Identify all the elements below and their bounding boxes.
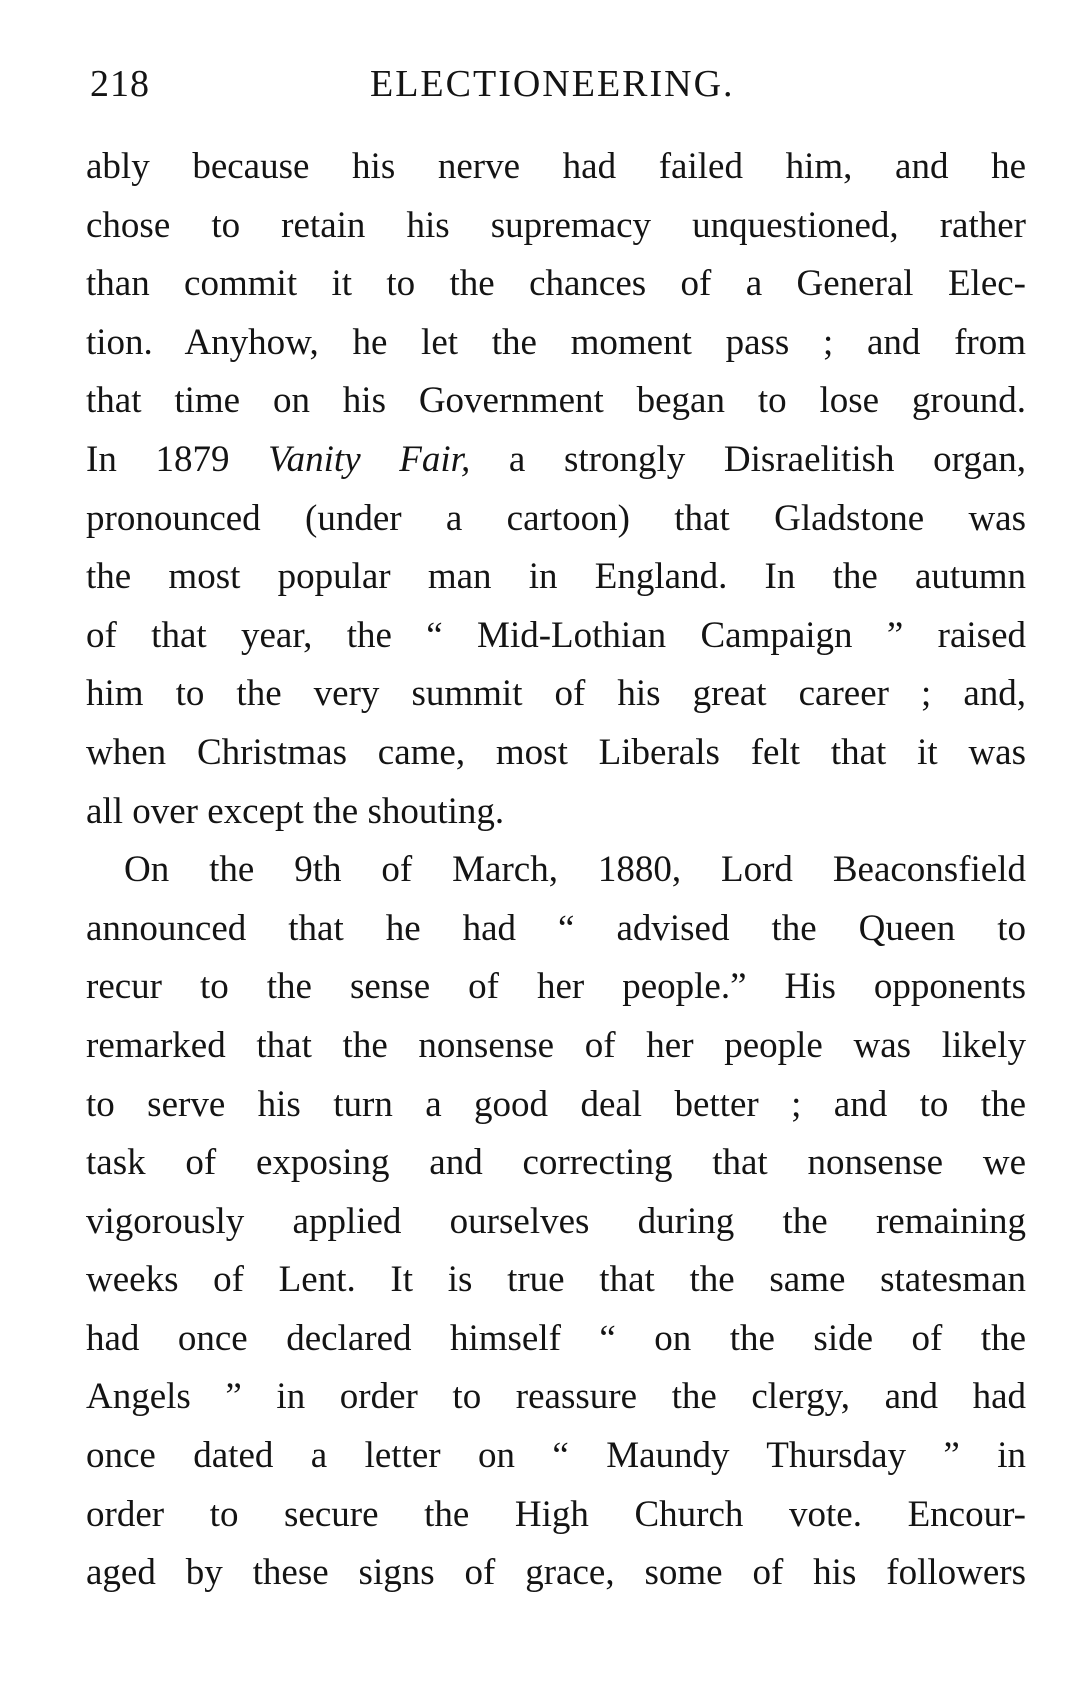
text-line: than commit it to the chances of a General Elec- (86, 263, 1026, 305)
text-line: task of exposing and correcting that nonsense we (86, 1142, 1026, 1184)
text-line: chose to retain his supremacy unquestioned, rather (86, 204, 1026, 246)
text-line: that time on his Government began to lose ground. (86, 380, 1026, 422)
text-line: order to secure the High Church vote. Encour- (86, 1493, 1026, 1535)
text-line: to serve his turn a good deal better ; and to the (86, 1083, 1026, 1125)
page-header (90, 62, 1030, 122)
text-line: tion. Anyhow, he let the moment pass ; and from (86, 321, 1026, 363)
text-line: Angels ” in order to reassure the clergy, and had (86, 1376, 1026, 1418)
running-head: ELECTIONEERING. (370, 63, 735, 105)
publication-title: Vanity Fair, (268, 438, 471, 480)
text-line: recur to the sense of her people.” His opponents (86, 966, 1026, 1008)
text-line: of that year, the “ Mid-Lothian Campaign ” raised (86, 614, 1026, 656)
page-number: 218 (90, 63, 150, 105)
text-line: aged by these signs of grace, some of his followers (86, 1552, 1026, 1594)
text-line: had once declared himself “ on the side of the (86, 1317, 1026, 1359)
text-line: pronounced (under a cartoon) that Gladstone was (86, 497, 1026, 539)
text-fragment: a strongly Disraelitish organ, (508, 438, 1026, 480)
text-line: when Christmas came, most Liberals felt that it was (86, 731, 1026, 773)
text-line: once dated a letter on “ Maundy Thursday ” in (86, 1435, 1026, 1477)
text-line: remarked that the nonsense of her people was likely (86, 1024, 1026, 1066)
body-text (86, 138, 1026, 1603)
text-line: him to the very summit of his great career ; and, (86, 673, 1026, 715)
text-line: On the 9th of March, 1880, Lord Beaconsfield (124, 849, 1026, 891)
text-fragment: In 1879 (86, 438, 230, 480)
text-line: announced that he had “ advised the Queen to (86, 907, 1026, 949)
text-line-with-title (86, 431, 1026, 490)
text-line: all over except the shouting. (86, 790, 505, 832)
text-line: the most popular man in England. In the autumn (86, 556, 1026, 598)
text-line: weeks of Lent. It is true that the same statesman (86, 1259, 1026, 1301)
text-line: vigorously applied ourselves during the remaining (86, 1200, 1026, 1242)
text-line: ably because his nerve had failed him, and he (86, 146, 1026, 187)
